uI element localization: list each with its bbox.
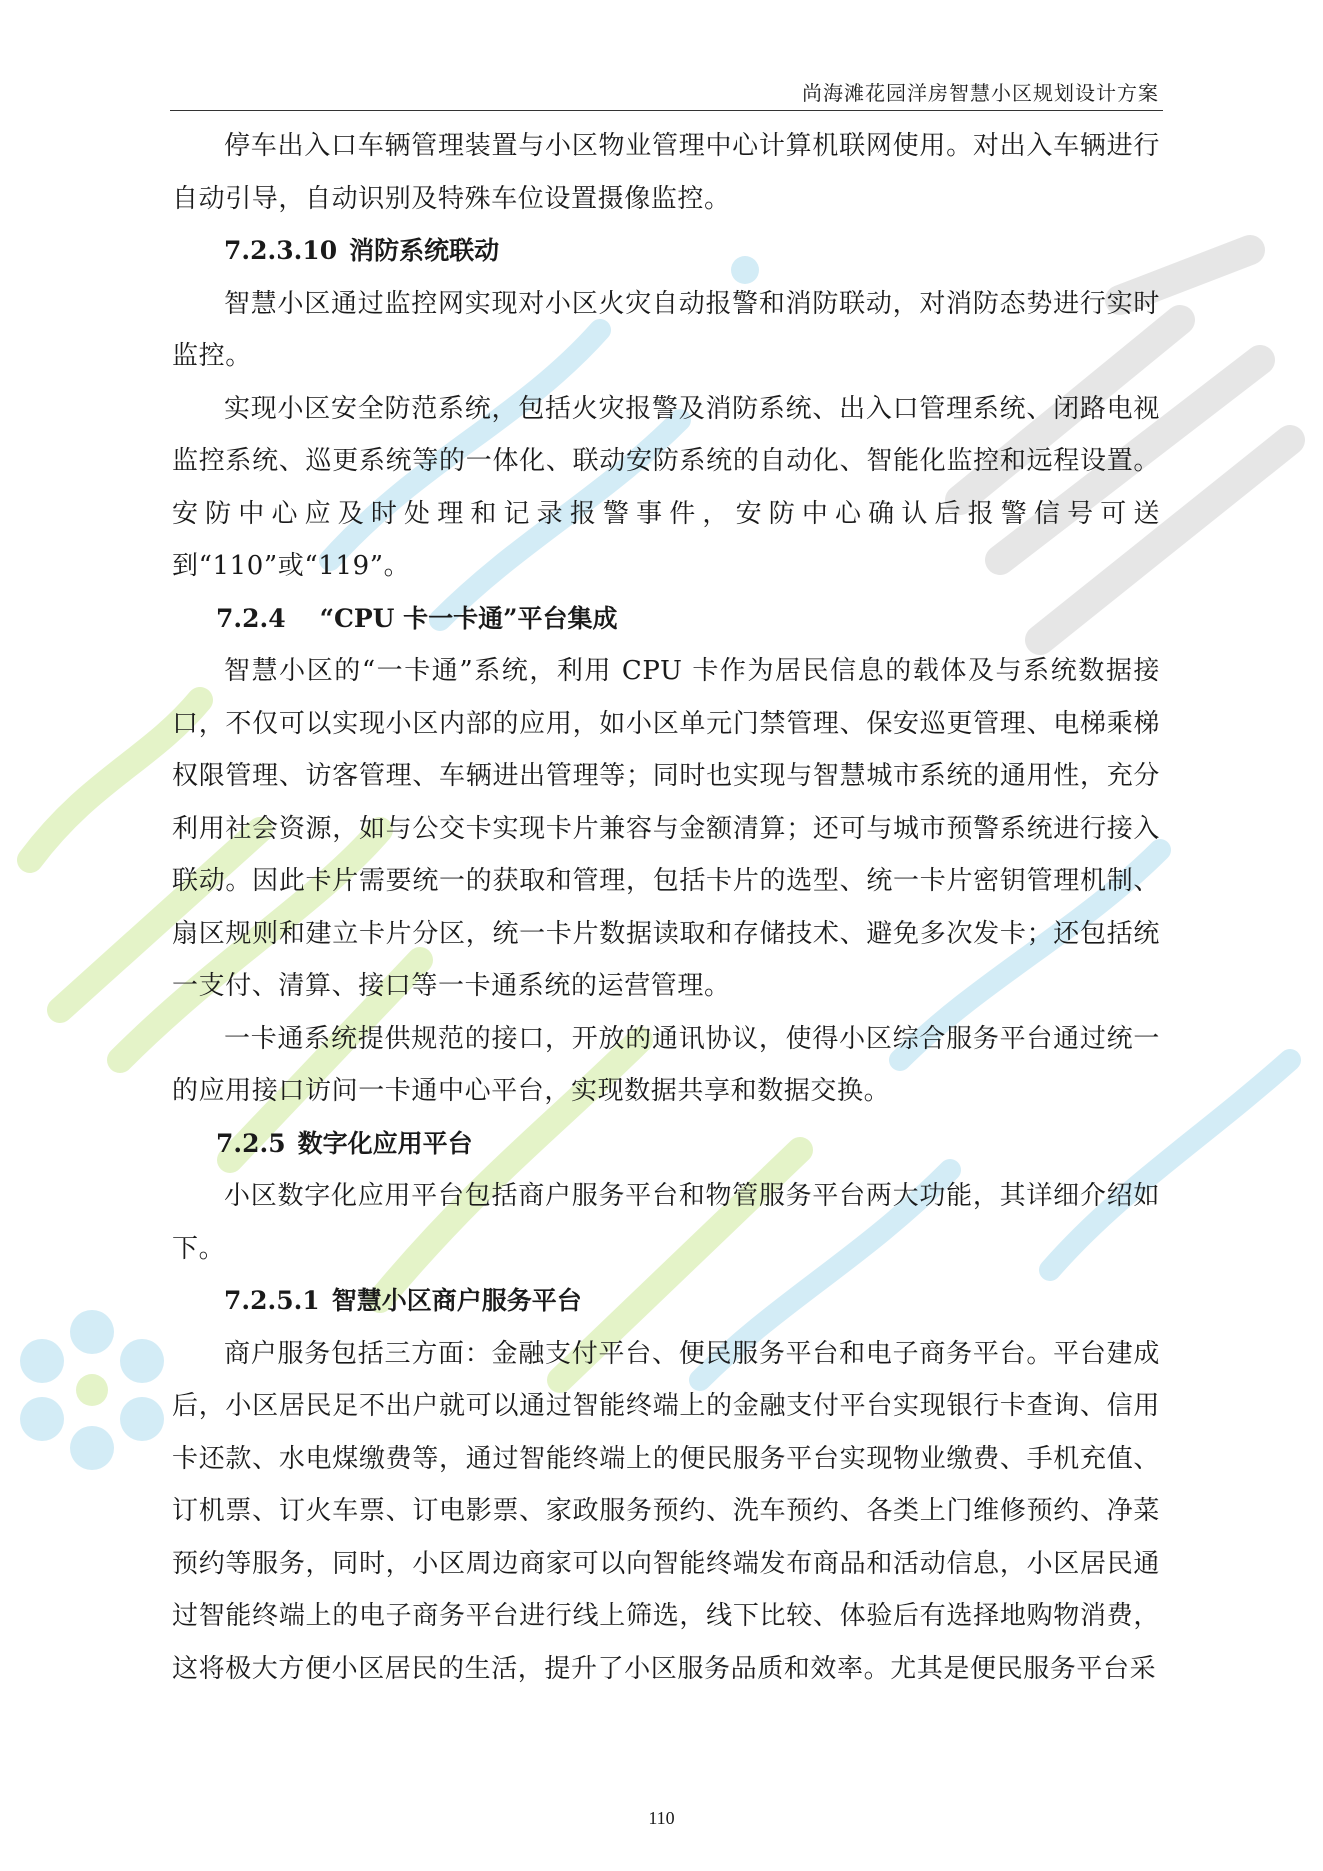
section-number: 7.2.3.10 [224,236,338,265]
header-title: 尚海滩花园洋房智慧小区规划设计方案 [802,81,1159,105]
section-title: 数字化应用平台 [297,1128,473,1158]
section-number: 7.2.5.1 [224,1286,320,1315]
section-heading [172,1118,1160,1171]
paragraph: 实现小区安全防范系统，包括火灾报警及消防系统、出入口管理系统、闭路电视监控系统、巡更系统等的一体化、联动安防系统的自动化、智能化监控和远程设置。安防中心应及时处理和记录报警事件，安防中心确认后报警信号可送到“110”或“119”。 [172,393,1160,581]
paragraph: 商户服务包括三方面：金融支付平台、便民服务平台和电子商务平台。平台建成后，小区居民足不出户就可以通过智能终端上的金融支付平台实现银行卡查询、信用卡还款、水电煤缴费等，通过智能终端上的便民服务平台实现物业缴费、手机充值、订机票、订火车票、订电影票、家政服务预约、洗车预约、各类上门维修预约、净菜预约等服务，同时，小区周边商家可以向智能终端发布商品和活动信息，小区居民通过智能终端上的电子商务平台进行线上筛选，线下比较、体验后有选择地购物消费，这将极大方便小区居民的生活，提升了小区服务品质和效率。尤其是便民服务平台采 [172,1338,1160,1684]
section-title: “CPU 卡一卡通”平台集成 [319,603,618,633]
section-number: 7.2.5 [216,1128,286,1158]
page-header [170,80,1163,111]
section-title: 智慧小区商户服务平台 [331,1286,582,1315]
section-heading [172,225,1160,278]
page-number: 110 [648,1808,675,1828]
paragraph: 停车出入口车辆管理装置与小区物业管理中心计算机联网使用。对出入车辆进行自动引导，自动识别及特殊车位设置摄像监控。 [172,131,1160,214]
paragraph: 智慧小区的“一卡通”系统，利用 CPU 卡作为居民信息的载体及与系统数据接口，不仅可以实现小区内部的应用，如小区单元门禁管理、保安巡更管理、电梯乘梯权限管理、访客管理、车辆进出管理等；同时也实现与智慧城市系统的通用性，充分利用社会资源，如与公交卡实现卡片兼容与金额清算；还可与城市预警系统进行接入联动。因此卡片需要统一的获取和管理，包括卡片的选型、统一卡片密钥管理机制、扇区规则和建立卡片分区，统一卡片数据读取和存储技术、避免多次发卡；还包括统一支付、清算、接口等一卡通系统的运营管理。 [172,656,1160,1001]
section-title: 消防系统联动 [349,236,500,265]
document-body [172,120,1160,1695]
paragraph: 智慧小区通过监控网实现对小区火灾自动报警和消防联动，对消防态势进行实时监控。 [172,288,1160,371]
section-heading [172,593,1160,646]
paragraph: 小区数字化应用平台包括商户服务平台和物管服务平台两大功能，其详细介绍如下。 [172,1181,1160,1264]
watermark-flower-icon [20,1310,164,1470]
paragraph: 一卡通系统提供规范的接口，开放的通讯协议，使得小区综合服务平台通过统一的应用接口访问一卡通中心平台，实现数据共享和数据交换。 [172,1023,1160,1106]
section-heading [172,1275,1160,1328]
section-number: 7.2.4 [216,603,286,633]
